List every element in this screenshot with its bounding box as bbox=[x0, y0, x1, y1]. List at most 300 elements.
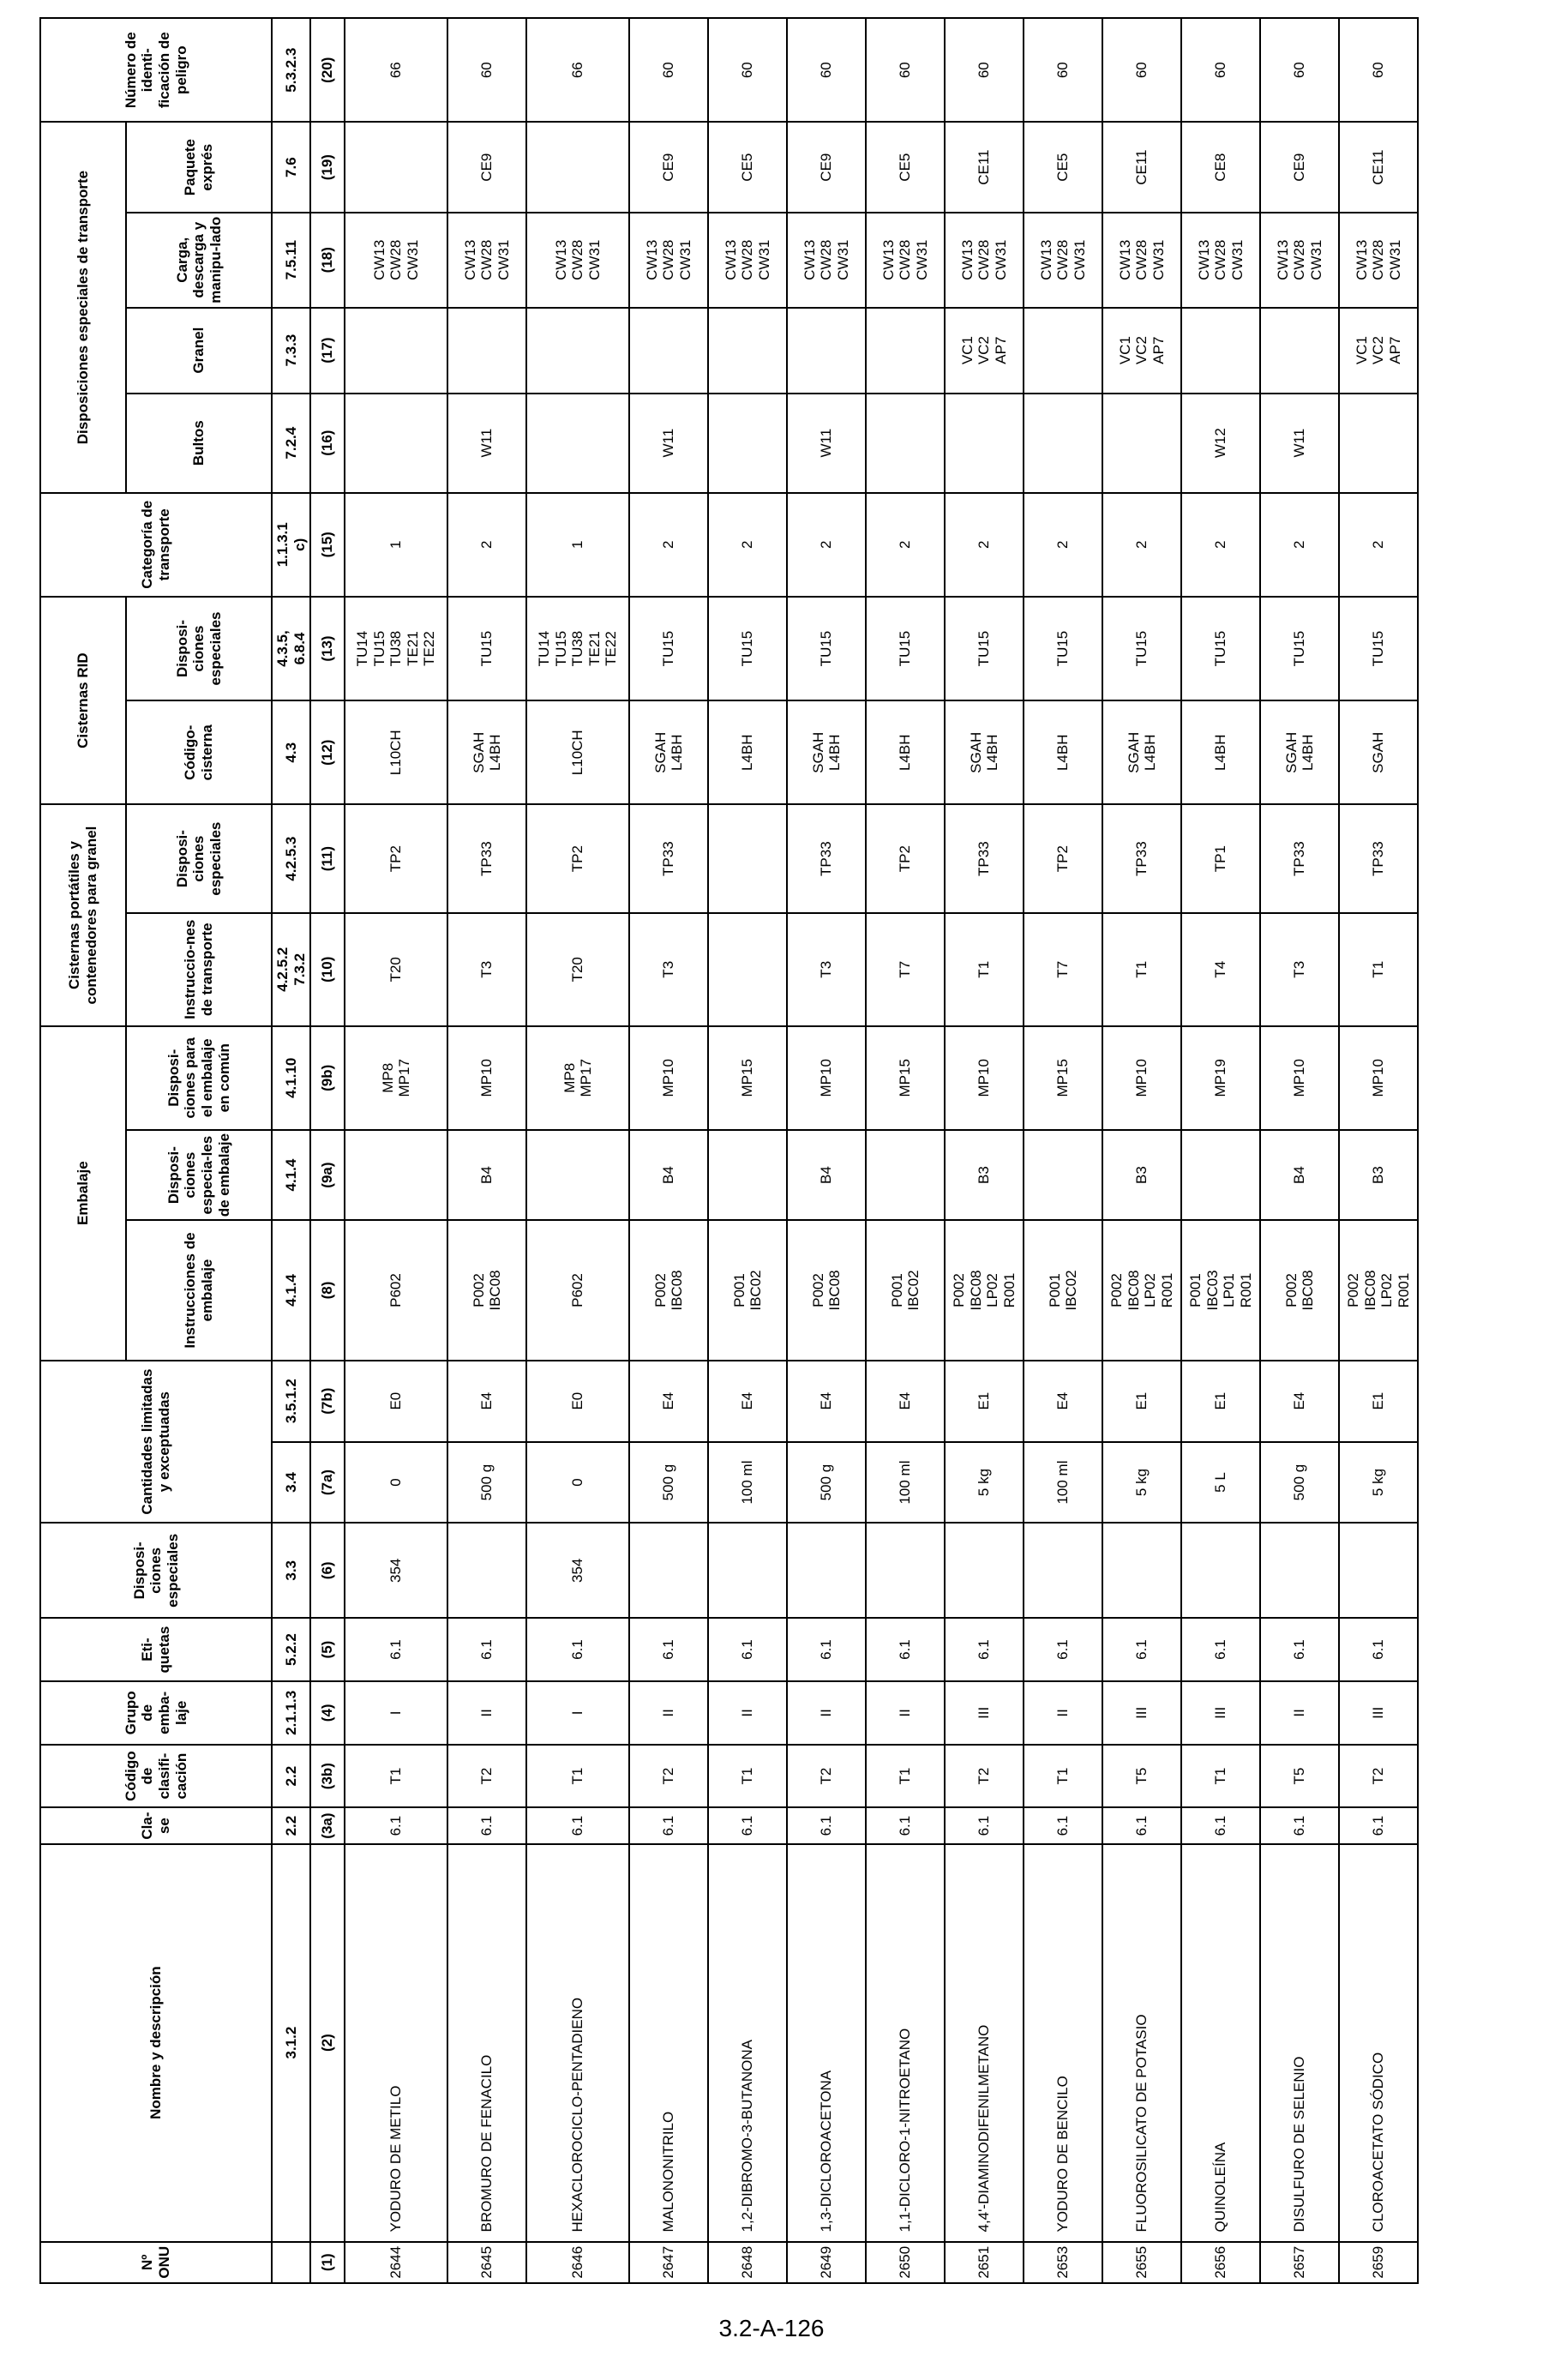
table-cell: E0 bbox=[526, 1361, 629, 1442]
substance-name: MALONONITRILO bbox=[629, 1844, 708, 2242]
table-cell: B4 bbox=[1260, 1130, 1339, 1220]
table-row bbox=[1181, 18, 1260, 2283]
table-cell: B4 bbox=[787, 1130, 866, 1220]
table-cell bbox=[708, 804, 787, 913]
header-cisternas-rid: Cisternas RID bbox=[40, 597, 126, 804]
colnum-cell-17: (16) bbox=[310, 394, 345, 493]
table-cell: SGAH bbox=[1339, 700, 1418, 804]
table-cell: 6.1 bbox=[629, 1808, 708, 1844]
table-cell: E4 bbox=[787, 1361, 866, 1442]
page-number: 3.2-A-126 bbox=[718, 2315, 825, 2341]
colnum-cell-12: (10) bbox=[310, 913, 345, 1026]
table-cell: 6.1 bbox=[1260, 1618, 1339, 1681]
table-cell bbox=[526, 394, 629, 493]
table-cell: T1 bbox=[945, 913, 1024, 1026]
table-cell: 60 bbox=[787, 18, 866, 122]
onu-number: 2650 bbox=[866, 2242, 945, 2283]
table-cell: E4 bbox=[866, 1361, 945, 1442]
table-cell: 0 bbox=[526, 1442, 629, 1524]
ref-cell-8: 3.5.1.2 bbox=[272, 1361, 310, 1442]
table-cell: 2 bbox=[1339, 493, 1418, 597]
table-cell: 6.1 bbox=[345, 1808, 447, 1844]
header-codigo: Código de clasifi-cación bbox=[40, 1745, 272, 1808]
header-disp-esp-embalaje: Disposi-ciones especia-les de embalaje bbox=[126, 1130, 272, 1220]
table-row bbox=[708, 18, 787, 2283]
table-cell bbox=[945, 394, 1024, 493]
table-row bbox=[345, 18, 447, 2283]
onu-number: 2648 bbox=[708, 2242, 787, 2283]
header-grupo: Grupo de emba-laje bbox=[40, 1681, 272, 1745]
table-cell: E4 bbox=[1260, 1361, 1339, 1442]
substance-name: QUINOLEÍNA bbox=[1181, 1844, 1260, 2242]
colnum-cell-9: (8) bbox=[310, 1220, 345, 1360]
table-cell: P002 IBC08 LP02 R001 bbox=[1102, 1220, 1181, 1360]
ref-cell-19: 7.5.11 bbox=[272, 213, 310, 308]
table-cell: T1 bbox=[1181, 1745, 1260, 1808]
table-cell: 2 bbox=[708, 493, 787, 597]
colnum-cell-6: (6) bbox=[310, 1523, 345, 1618]
table-cell: W11 bbox=[447, 394, 526, 493]
onu-number: 2646 bbox=[526, 2242, 629, 2283]
table-cell: VC1 VC2 AP7 bbox=[1339, 308, 1418, 394]
ref-cell-13: 4.2.5.3 bbox=[272, 804, 310, 913]
table-cell: 6.1 bbox=[945, 1618, 1024, 1681]
dangerous-goods-table bbox=[39, 17, 1419, 2284]
table-cell: T1 bbox=[1339, 913, 1418, 1026]
table-cell: P001 IBC03 LP01 R001 bbox=[1181, 1220, 1260, 1360]
table-cell: CW13 CW28 CW31 bbox=[1339, 213, 1418, 308]
substance-name: BROMURO DE FENACILO bbox=[447, 1844, 526, 2242]
table-cell bbox=[1024, 308, 1102, 394]
table-cell: P002 IBC08 bbox=[787, 1220, 866, 1360]
table-cell: 1 bbox=[345, 493, 447, 597]
table-cell: E1 bbox=[945, 1361, 1024, 1442]
table-cell: 6.1 bbox=[945, 1808, 1024, 1844]
table-cell: T7 bbox=[1024, 913, 1102, 1026]
table-cell: 5 kg bbox=[1339, 1442, 1418, 1524]
table-cell: T3 bbox=[629, 913, 708, 1026]
table-cell: MP10 bbox=[1339, 1026, 1418, 1130]
table-cell: T1 bbox=[526, 1745, 629, 1808]
ref-cell-18: 7.3.3 bbox=[272, 308, 310, 394]
table-cell: TP2 bbox=[1024, 804, 1102, 913]
table-cell bbox=[1260, 1523, 1339, 1618]
table-cell: III bbox=[945, 1681, 1024, 1745]
table-cell: 354 bbox=[345, 1523, 447, 1618]
table-cell: TU15 bbox=[945, 597, 1024, 700]
table-cell: E4 bbox=[708, 1361, 787, 1442]
table-cell: T2 bbox=[945, 1745, 1024, 1808]
ref-cell-11: 4.1.10 bbox=[272, 1026, 310, 1130]
onu-number: 2647 bbox=[629, 2242, 708, 2283]
table-cell: 6.1 bbox=[629, 1618, 708, 1681]
table-row bbox=[526, 18, 629, 2283]
table-cell: E0 bbox=[345, 1361, 447, 1442]
table-cell: L10CH bbox=[526, 700, 629, 804]
onu-number: 2649 bbox=[787, 2242, 866, 2283]
colnum-cell-10: (9a) bbox=[310, 1130, 345, 1220]
table-cell: T2 bbox=[629, 1745, 708, 1808]
table-cell: SGAH L4BH bbox=[1102, 700, 1181, 804]
table-cell: 6.1 bbox=[526, 1618, 629, 1681]
table-cell: VC1 VC2 AP7 bbox=[945, 308, 1024, 394]
table-cell: TU15 bbox=[866, 597, 945, 700]
substance-name: FLUOROSILICATO DE POTASIO bbox=[1102, 1844, 1181, 2242]
table-cell: CE9 bbox=[787, 122, 866, 212]
table-cell: MP19 bbox=[1181, 1026, 1260, 1130]
table-cell: CW13 CW28 CW31 bbox=[1024, 213, 1102, 308]
header-cantidades: Cantidades limitadas y exceptuadas bbox=[40, 1361, 272, 1524]
table-cell: W11 bbox=[629, 394, 708, 493]
table-cell: T1 bbox=[1102, 913, 1181, 1026]
table-cell: 60 bbox=[945, 18, 1024, 122]
header-etiquetas: Eti-quetas bbox=[40, 1618, 272, 1681]
header-disp-esp-cp: Disposi-ciones especiales bbox=[126, 804, 272, 913]
table-cell: MP10 bbox=[787, 1026, 866, 1130]
table-cell bbox=[866, 1523, 945, 1618]
table-cell: MP10 bbox=[629, 1026, 708, 1130]
table-cell: W11 bbox=[1260, 394, 1339, 493]
table-cell: III bbox=[1181, 1681, 1260, 1745]
table-cell bbox=[708, 1130, 787, 1220]
table-cell: SGAH L4BH bbox=[787, 700, 866, 804]
table-cell: CW13 CW28 CW31 bbox=[1102, 213, 1181, 308]
table-cell: W12 bbox=[1181, 394, 1260, 493]
table-row bbox=[945, 18, 1024, 2283]
table-cell: CE11 bbox=[1339, 122, 1418, 212]
table-cell: 60 bbox=[866, 18, 945, 122]
table-cell: B3 bbox=[945, 1130, 1024, 1220]
table-cell: L4BH bbox=[1024, 700, 1102, 804]
table-cell: 2 bbox=[447, 493, 526, 597]
table-cell: I bbox=[526, 1681, 629, 1745]
colnum-cell-11: (9b) bbox=[310, 1026, 345, 1130]
table-cell: TU14 TU15 TU38 TE21 TE22 bbox=[345, 597, 447, 700]
table-cell: 6.1 bbox=[447, 1618, 526, 1681]
header-carga: Carga, descarga y manipu-lado bbox=[126, 213, 272, 308]
table-cell: 2 bbox=[1102, 493, 1181, 597]
colnum-cell-19: (18) bbox=[310, 213, 345, 308]
table-cell: 2 bbox=[1024, 493, 1102, 597]
header-disp-especiales: Disposi-ciones especiales bbox=[40, 1523, 272, 1618]
table-cell: II bbox=[866, 1681, 945, 1745]
table-cell: TU14 TU15 TU38 TE21 TE22 bbox=[526, 597, 629, 700]
table-cell: TP33 bbox=[945, 804, 1024, 913]
table-cell bbox=[345, 394, 447, 493]
table-cell: P002 IBC08 LP02 R001 bbox=[945, 1220, 1024, 1360]
table-cell: T1 bbox=[345, 1745, 447, 1808]
table-row bbox=[787, 18, 866, 2283]
table-cell bbox=[1339, 1523, 1418, 1618]
table-row bbox=[1102, 18, 1181, 2283]
table-cell: 354 bbox=[526, 1523, 629, 1618]
table-cell: T3 bbox=[787, 913, 866, 1026]
table-cell: CW13 CW28 CW31 bbox=[787, 213, 866, 308]
substance-name: 1,3-DICLOROACETONA bbox=[787, 1844, 866, 2242]
table-cell: CW13 CW28 CW31 bbox=[447, 213, 526, 308]
table-cell bbox=[866, 394, 945, 493]
table-cell bbox=[1024, 1130, 1102, 1220]
table-cell: 2 bbox=[945, 493, 1024, 597]
table-cell bbox=[1102, 394, 1181, 493]
table-row bbox=[1024, 18, 1102, 2283]
table-cell bbox=[708, 308, 787, 394]
table-cell: TU15 bbox=[629, 597, 708, 700]
colnum-cell-13: (11) bbox=[310, 804, 345, 913]
substance-name: 1,1-DICLORO-1-NITROETANO bbox=[866, 1844, 945, 2242]
table-cell: 500 g bbox=[629, 1442, 708, 1524]
table-cell: CW13 CW28 CW31 bbox=[1181, 213, 1260, 308]
table-cell: 6.1 bbox=[1024, 1808, 1102, 1844]
onu-number: 2655 bbox=[1102, 2242, 1181, 2283]
table-cell bbox=[1260, 308, 1339, 394]
table-cell: MP10 bbox=[447, 1026, 526, 1130]
table-cell: CE11 bbox=[945, 122, 1024, 212]
table-cell: CE5 bbox=[866, 122, 945, 212]
table-cell bbox=[708, 394, 787, 493]
table-cell: 6.1 bbox=[787, 1618, 866, 1681]
table-cell bbox=[1339, 394, 1418, 493]
table-cell: TP2 bbox=[526, 804, 629, 913]
onu-number: 2645 bbox=[447, 2242, 526, 2283]
table-row bbox=[1260, 18, 1339, 2283]
table-cell: TP2 bbox=[345, 804, 447, 913]
table-cell: II bbox=[787, 1681, 866, 1745]
table-cell bbox=[1181, 1130, 1260, 1220]
table-cell: P001 IBC02 bbox=[866, 1220, 945, 1360]
colnum-cell-2: (3a) bbox=[310, 1808, 345, 1844]
table-cell: T4 bbox=[1181, 913, 1260, 1026]
table-cell: TU15 bbox=[1260, 597, 1339, 700]
table-row bbox=[1339, 18, 1418, 2283]
table-cell: II bbox=[447, 1681, 526, 1745]
table-cell: 6.1 bbox=[708, 1618, 787, 1681]
table-cell: TP2 bbox=[866, 804, 945, 913]
table-cell: L4BH bbox=[1181, 700, 1260, 804]
table-cell: III bbox=[1339, 1681, 1418, 1745]
table-cell bbox=[629, 308, 708, 394]
table-cell: MP8 MP17 bbox=[526, 1026, 629, 1130]
colnum-cell-7: (7a) bbox=[310, 1442, 345, 1524]
table-cell: P001 IBC02 bbox=[1024, 1220, 1102, 1360]
table-cell: T1 bbox=[866, 1745, 945, 1808]
substance-name: CLOROACETATO SÓDICO bbox=[1339, 1844, 1418, 2242]
table-cell bbox=[447, 308, 526, 394]
table-cell: TU15 bbox=[1024, 597, 1102, 700]
table-cell: TP33 bbox=[1102, 804, 1181, 913]
table-cell: 100 ml bbox=[708, 1442, 787, 1524]
ref-cell-9: 4.1.4 bbox=[272, 1220, 310, 1360]
colnum-cell-3: (3b) bbox=[310, 1745, 345, 1808]
onu-number: 2644 bbox=[345, 2242, 447, 2283]
table-cell: T20 bbox=[526, 913, 629, 1026]
table-cell: P002 IBC08 bbox=[447, 1220, 526, 1360]
ref-cell-2: 2.2 bbox=[272, 1808, 310, 1844]
table-cell: E1 bbox=[1339, 1361, 1418, 1442]
table-cell: 0 bbox=[345, 1442, 447, 1524]
table-row bbox=[447, 18, 526, 2283]
header-embalaje: Embalaje bbox=[40, 1026, 126, 1361]
table-cell: CW13 CW28 CW31 bbox=[866, 213, 945, 308]
table-cell: MP10 bbox=[1102, 1026, 1181, 1130]
table-cell: MP8 MP17 bbox=[345, 1026, 447, 1130]
colnum-cell-16: (15) bbox=[310, 493, 345, 597]
table-cell: T5 bbox=[1260, 1745, 1339, 1808]
table-cell: 6.1 bbox=[787, 1808, 866, 1844]
table-cell: E1 bbox=[1102, 1361, 1181, 1442]
table-cell: P602 bbox=[526, 1220, 629, 1360]
table-cell: T2 bbox=[447, 1745, 526, 1808]
header-instr-transporte: Instruccio-nes de transporte bbox=[126, 913, 272, 1026]
ref-cell-12: 4.2.5.2 7.3.2 bbox=[272, 913, 310, 1026]
table-cell: SGAH L4BH bbox=[629, 700, 708, 804]
table-cell: 1 bbox=[526, 493, 629, 597]
table-cell: TP33 bbox=[447, 804, 526, 913]
table-cell: 100 ml bbox=[866, 1442, 945, 1524]
header-bultos: Bultos bbox=[126, 394, 272, 493]
rotated-table-container bbox=[39, 17, 1412, 2284]
table-cell: 500 g bbox=[787, 1442, 866, 1524]
table-cell: B3 bbox=[1102, 1130, 1181, 1220]
table-cell: 500 g bbox=[1260, 1442, 1339, 1524]
table-cell bbox=[526, 1130, 629, 1220]
table-cell: VC1 VC2 AP7 bbox=[1102, 308, 1181, 394]
table-cell: B4 bbox=[447, 1130, 526, 1220]
table-cell: 6.1 bbox=[1102, 1618, 1181, 1681]
table-cell bbox=[447, 1523, 526, 1618]
table-row bbox=[866, 18, 945, 2283]
table-cell: 60 bbox=[1260, 18, 1339, 122]
table-cell: 5 L bbox=[1181, 1442, 1260, 1524]
table-cell: 6.1 bbox=[447, 1808, 526, 1844]
table-cell: II bbox=[708, 1681, 787, 1745]
header-instr-embalaje: Instrucciones de embalaje bbox=[126, 1220, 272, 1360]
table-cell: L4BH bbox=[866, 700, 945, 804]
table-cell bbox=[708, 913, 787, 1026]
table-cell: P001 IBC02 bbox=[708, 1220, 787, 1360]
table-cell: CW13 CW28 CW31 bbox=[1260, 213, 1339, 308]
table-cell: 60 bbox=[1102, 18, 1181, 122]
table-cell: B3 bbox=[1339, 1130, 1418, 1220]
table-cell: T2 bbox=[1339, 1745, 1418, 1808]
table-cell: T2 bbox=[787, 1745, 866, 1808]
table-cell: 500 g bbox=[447, 1442, 526, 1524]
table-cell: CW13 CW28 CW31 bbox=[629, 213, 708, 308]
header-numero-peligro: Número de identi-ficación de peligro bbox=[40, 18, 272, 122]
substance-name: YODURO DE METILO bbox=[345, 1844, 447, 2242]
ref-cell-17: 7.2.4 bbox=[272, 394, 310, 493]
table-cell: 6.1 bbox=[1339, 1618, 1418, 1681]
table-cell: 2 bbox=[866, 493, 945, 597]
table-cell: 66 bbox=[345, 18, 447, 122]
table-cell: II bbox=[1260, 1681, 1339, 1745]
table-cell: MP15 bbox=[1024, 1026, 1102, 1130]
table-cell: CE8 bbox=[1181, 122, 1260, 212]
table-cell: I bbox=[345, 1681, 447, 1745]
onu-number: 2657 bbox=[1260, 2242, 1339, 2283]
colnum-cell-18: (17) bbox=[310, 308, 345, 394]
ref-cell-14: 4.3 bbox=[272, 700, 310, 804]
table-cell: L4BH bbox=[708, 700, 787, 804]
table-cell: 6.1 bbox=[1181, 1808, 1260, 1844]
table-cell: T7 bbox=[866, 913, 945, 1026]
table-cell bbox=[345, 1130, 447, 1220]
table-cell bbox=[866, 1130, 945, 1220]
table-cell: SGAH L4BH bbox=[1260, 700, 1339, 804]
table-cell: 2 bbox=[787, 493, 866, 597]
onu-number: 2651 bbox=[945, 2242, 1024, 2283]
table-cell: 6.1 bbox=[708, 1808, 787, 1844]
colnum-cell-14: (12) bbox=[310, 700, 345, 804]
table-cell: CE9 bbox=[447, 122, 526, 212]
table-cell bbox=[1024, 1523, 1102, 1618]
table-cell: 5 kg bbox=[1102, 1442, 1181, 1524]
table-cell: T3 bbox=[447, 913, 526, 1026]
colnum-cell-21: (20) bbox=[310, 18, 345, 122]
table-cell: MP10 bbox=[1260, 1026, 1339, 1130]
table-cell: TU15 bbox=[787, 597, 866, 700]
table-cell: 60 bbox=[708, 18, 787, 122]
substance-name: 4,4'-DIAMINODIFENILMETANO bbox=[945, 1844, 1024, 2242]
table-cell: MP10 bbox=[945, 1026, 1024, 1130]
table-cell: 6.1 bbox=[1181, 1618, 1260, 1681]
table-cell bbox=[1181, 308, 1260, 394]
table-cell bbox=[1024, 394, 1102, 493]
header-nombre: Nombre y descripción bbox=[40, 1844, 272, 2242]
column-number-row bbox=[310, 18, 345, 2283]
table-body bbox=[345, 18, 1418, 2283]
substance-name: YODURO DE BENCILO bbox=[1024, 1844, 1102, 2242]
table-cell: TU15 bbox=[447, 597, 526, 700]
header-disp-esp-rid: Disposi-ciones especiales bbox=[126, 597, 272, 700]
table-cell: T1 bbox=[1024, 1745, 1102, 1808]
table-cell bbox=[526, 122, 629, 212]
table-cell: P002 IBC08 LP02 R001 bbox=[1339, 1220, 1418, 1360]
ref-cell-10: 4.1.4 bbox=[272, 1130, 310, 1220]
table-cell: 60 bbox=[1024, 18, 1102, 122]
table-cell: III bbox=[1102, 1681, 1181, 1745]
table-cell: T5 bbox=[1102, 1745, 1181, 1808]
colnum-cell-0: (1) bbox=[310, 2242, 345, 2283]
ref-cell-21: 5.3.2.3 bbox=[272, 18, 310, 122]
table-cell: TU15 bbox=[1102, 597, 1181, 700]
ref-cell-20: 7.6 bbox=[272, 122, 310, 212]
table-cell: CE9 bbox=[1260, 122, 1339, 212]
header-granel: Granel bbox=[126, 308, 272, 394]
table-cell: TU15 bbox=[1339, 597, 1418, 700]
colnum-cell-1: (2) bbox=[310, 1844, 345, 2242]
colnum-cell-5: (5) bbox=[310, 1618, 345, 1681]
header-disp-transporte: Disposiciones especiales de transporte bbox=[40, 122, 126, 492]
table-cell: P002 IBC08 bbox=[1260, 1220, 1339, 1360]
table-cell: 6.1 bbox=[345, 1618, 447, 1681]
table-cell: TP1 bbox=[1181, 804, 1260, 913]
table-cell: E4 bbox=[447, 1361, 526, 1442]
substance-name: DISULFURO DE SELENIO bbox=[1260, 1844, 1339, 2242]
ref-cell-3: 2.2 bbox=[272, 1745, 310, 1808]
table-cell: II bbox=[1024, 1681, 1102, 1745]
table-cell: T20 bbox=[345, 913, 447, 1026]
ref-cell-6: 3.3 bbox=[272, 1523, 310, 1618]
table-cell: E4 bbox=[1024, 1361, 1102, 1442]
table-cell: B4 bbox=[629, 1130, 708, 1220]
table-cell: 100 ml bbox=[1024, 1442, 1102, 1524]
table-cell: 66 bbox=[526, 18, 629, 122]
table-cell: 6.1 bbox=[866, 1808, 945, 1844]
table-cell: E4 bbox=[629, 1361, 708, 1442]
table-cell bbox=[345, 122, 447, 212]
table-cell: TP33 bbox=[1260, 804, 1339, 913]
